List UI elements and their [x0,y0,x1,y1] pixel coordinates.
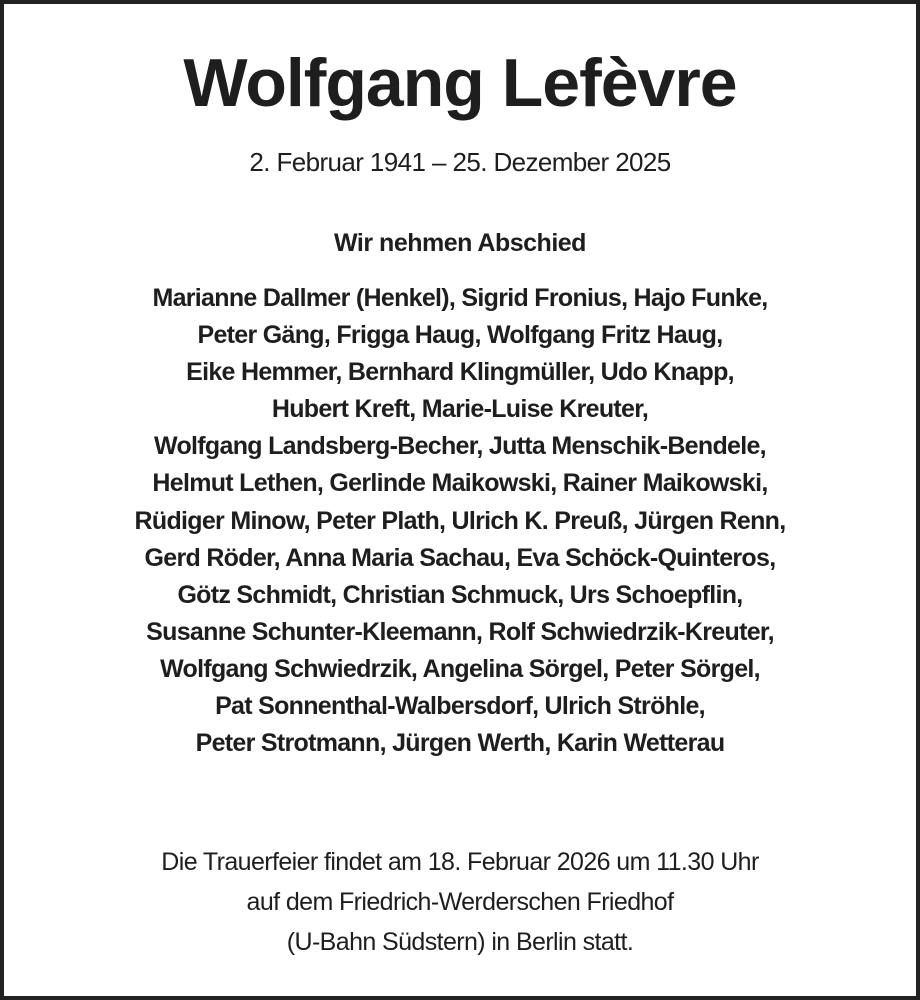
mourners-line: Eike Hemmer, Bernhard Klingmüller, Udo Knapp, [186,358,734,387]
life-dates: 2. Februar 1941 – 25. Dezember 2025 [249,147,671,177]
mourners-line: Wolfgang Landsberg-Becher, Jutta Menschik-Bendele, [154,432,766,461]
funeral-line: (U-Bahn Südstern) in Berlin statt. [286,928,634,956]
mourners-list [0,280,920,762]
funeral-info [0,842,920,962]
mourners-line: Götz Schmidt, Christian Schmuck, Urs Schoepflin, [177,580,743,609]
mourners-line: Helmut Lethen, Gerlinde Maikowski, Rainer Maikowski, [152,469,768,498]
mourners-line: Wolfgang Schwiedrzik, Angelina Sörgel, Peter Sörgel, [160,654,760,683]
farewell-heading: Wir nehmen Abschied [334,229,586,257]
mourners-line: Peter Gäng, Frigga Haug, Wolfgang Fritz Haug, [197,321,723,350]
mourners-line: Peter Strotmann, Jürgen Werth, Karin Wetterau [195,729,725,758]
mourners-line: Hubert Kreft, Marie-Luise Kreuter, [271,395,649,424]
mourners-line: Susanne Schunter-Kleemann, Rolf Schwiedrzik-Kreuter, [146,617,774,646]
mourners-line: Rüdiger Minow, Peter Plath, Ulrich K. Preuß, Jürgen Renn, [134,506,786,535]
mourners-line: Pat Sonnenthal-Walbersdorf, Ulrich Ströhle, [215,692,705,721]
funeral-line: auf dem Friedrich-Werderschen Friedhof [246,888,674,916]
deceased-name: Wolfgang Lefèvre [183,45,737,121]
funeral-line: Die Trauerfeier findet am 18. Februar 2026 um 11.30 Uhr [161,848,759,876]
mourners-line: Gerd Röder, Anna Maria Sachau, Eva Schöck-Quinteros, [144,543,776,572]
mourners-line: Marianne Dallmer (Henkel), Sigrid Fronius, Hajo Funke, [152,284,768,312]
